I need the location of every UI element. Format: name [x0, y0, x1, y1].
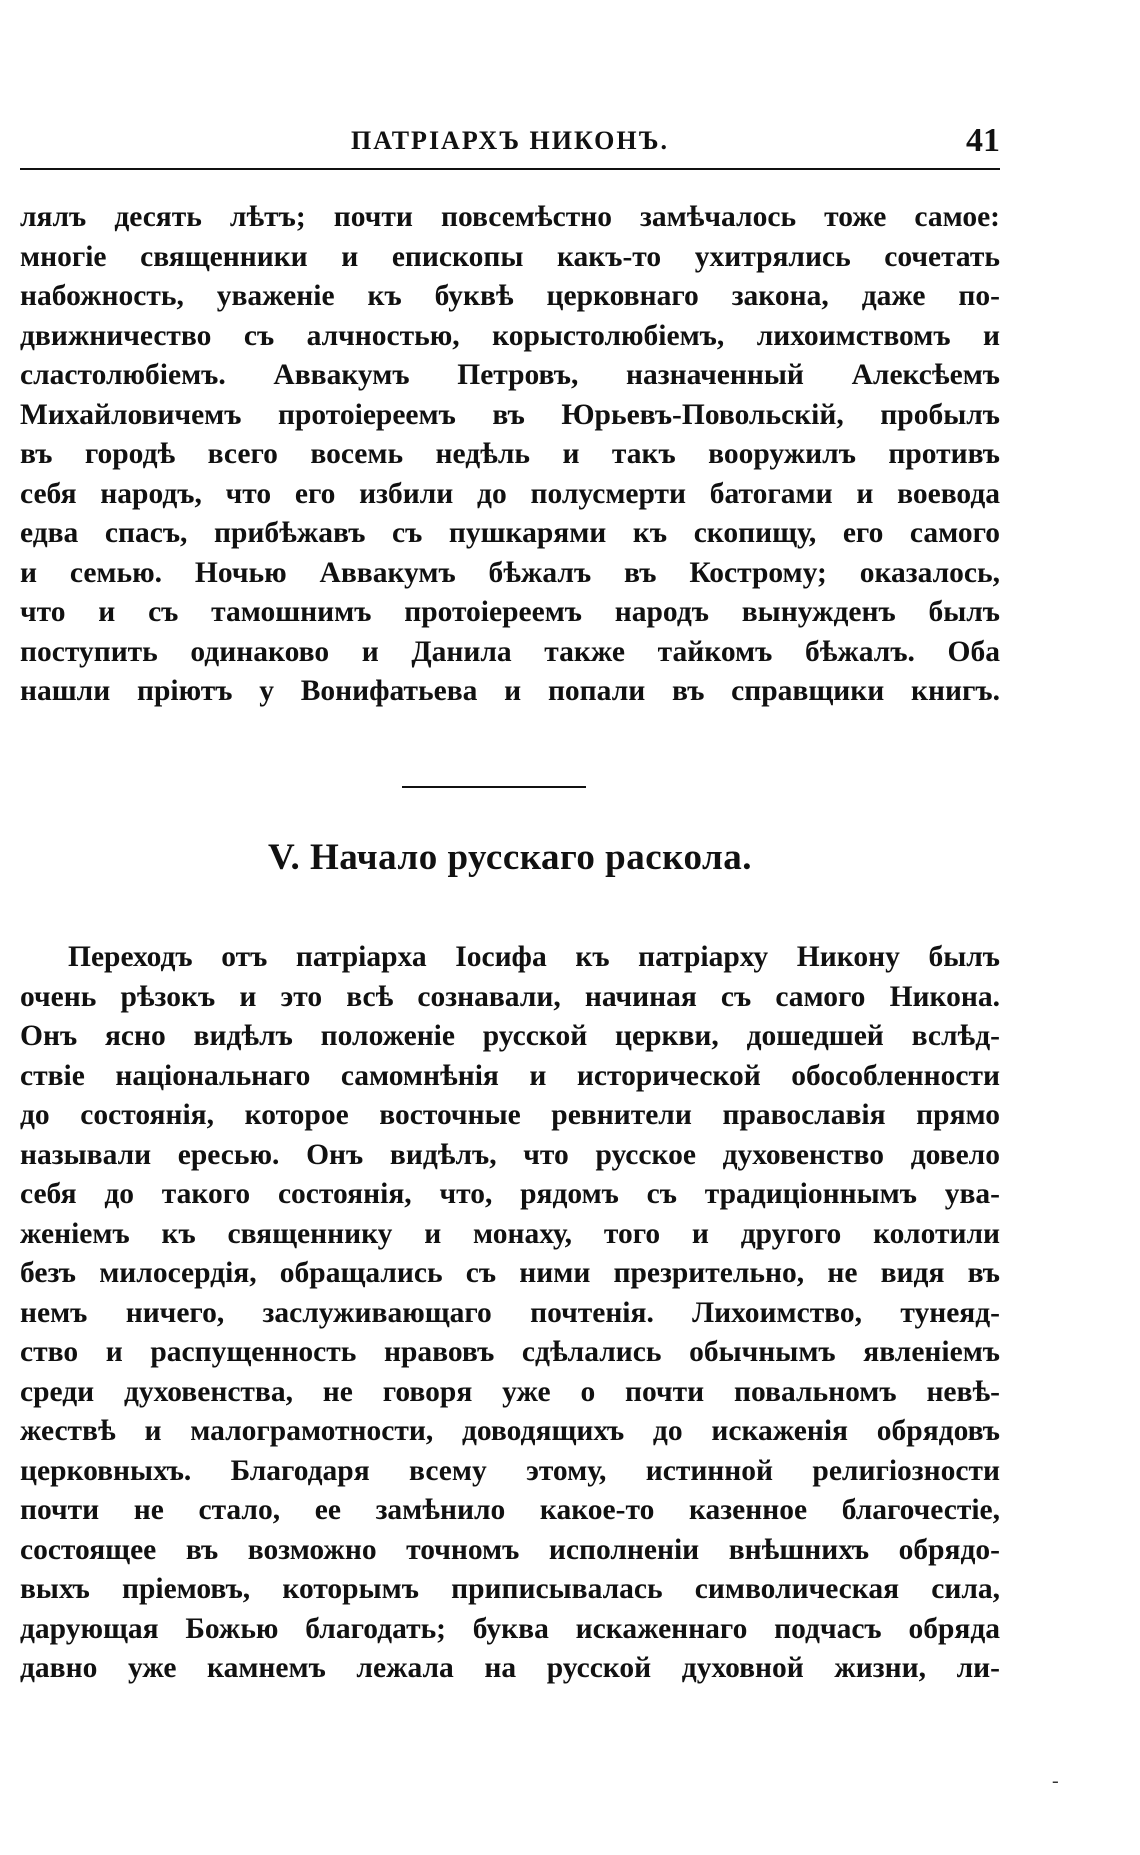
- text-line: набожность, уваженіе къ буквѣ церковнаго закона, даже по-: [20, 280, 1000, 312]
- text-line: немъ ничего, заслуживающаго почтенія. Лихоимство, тунеяд-: [20, 1296, 1000, 1329]
- text-line: едва спасъ, прибѣжавъ съ пушкарями къ скопищу, его самого: [20, 517, 1000, 549]
- text-line: Михайловичемъ протоіереемъ въ Юрьевъ-Повольскій, пробылъ: [20, 398, 1000, 431]
- text-line: въ городѣ всего восемь недѣль и такъ вооружилъ противъ: [20, 438, 1000, 470]
- text-line: давно уже камнемъ лежала на русской духовной жизни, ли-: [20, 1652, 1000, 1684]
- text-line: безъ милосердія, обращались съ ними презрительно, не видя въ: [20, 1257, 1000, 1289]
- text-line: движничество съ алчностью, корыстолюбіемъ, лихоимствомъ и: [20, 319, 1000, 352]
- text-line: ство и распущенность нравовъ сдѣлались обычнымъ явленіемъ: [20, 1336, 1000, 1368]
- text-line: состоящее въ возможно точномъ исполненіи внѣшнихъ обрядо-: [20, 1533, 1000, 1566]
- text-line: до состоянія, которое восточные ревнители православія прямо: [20, 1099, 1000, 1131]
- text-line: очень рѣзокъ и это всѣ сознавали, начиная съ самого Никона.: [20, 980, 1000, 1013]
- section-divider: [402, 786, 586, 788]
- paragraph-2: [20, 938, 1000, 1689]
- text-line: Онъ ясно видѣлъ положеніе русской церкви, дошедшей вслѣд-: [20, 1020, 1000, 1052]
- text-line: почти не стало, ее замѣнило какое-то казенное благочестіе,: [20, 1494, 1000, 1526]
- page-number: 41: [966, 122, 1000, 159]
- text-line: сластолюбіемъ. Аввакумъ Петровъ, назначенный Алексѣемъ: [20, 359, 1000, 391]
- paragraph-1: [20, 198, 1000, 712]
- text-line: церковныхъ. Благодаря всему этому, истинной религіозности: [20, 1454, 1000, 1487]
- text-line: что и съ тамошнимъ протоіереемъ народъ вынужденъ былъ: [20, 596, 1000, 628]
- text-line: лялъ десять лѣтъ; почти повсемѣстно замѣчалось тоже самое:: [20, 201, 1000, 233]
- text-line: женіемъ къ священнику и монаху, того и другого колотили: [20, 1217, 1000, 1250]
- page-header: [20, 122, 1000, 166]
- text-line: себя народъ, что его избили до полусмерти батогами и воевода: [20, 477, 1000, 510]
- text-line: называли ересью. Онъ видѣлъ, что русское духовенство довело: [20, 1138, 1000, 1171]
- text-line: поступить одинаково и Данила также тайкомъ бѣжалъ. Оба: [20, 635, 1000, 668]
- text-line: жествѣ и малограмотности, доводящихъ до искаженія обрядовъ: [20, 1415, 1000, 1447]
- text-line: многіе священники и епископы какъ-то ухитрялись сочетать: [20, 240, 1000, 273]
- text-line: нашли пріютъ у Вонифатьева и попали въ справщики книгъ.: [20, 675, 1000, 707]
- text-line: дарующая Божью благодать; буква искаженнаго подчасъ обряда: [20, 1612, 1000, 1645]
- text-line: себя до такого состоянія, что, рядомъ съ традиціоннымъ ува-: [20, 1178, 1000, 1210]
- text-line: среди духовенства, не говоря уже о почти повальномъ невѣ-: [20, 1375, 1000, 1408]
- running-title: ПАТРІАРХЪ НИКОНЪ.: [351, 126, 669, 155]
- header-rule: [20, 168, 1000, 170]
- text-line: выхъ пріемовъ, которымъ приписывалась символическая сила,: [20, 1573, 1000, 1605]
- text-line: ствіе національнаго самомнѣнія и исторической обособленности: [20, 1059, 1000, 1092]
- section-heading: V. Начало русскаго раскола.: [268, 837, 752, 878]
- text-line: и семью. Ночью Аввакумъ бѣжалъ въ Кострому; оказалось,: [20, 556, 1000, 589]
- text-line: Переходъ отъ патріарха Іосифа къ патріарху Никону былъ: [68, 941, 1000, 973]
- stray-print-mark: -: [1052, 1770, 1059, 1792]
